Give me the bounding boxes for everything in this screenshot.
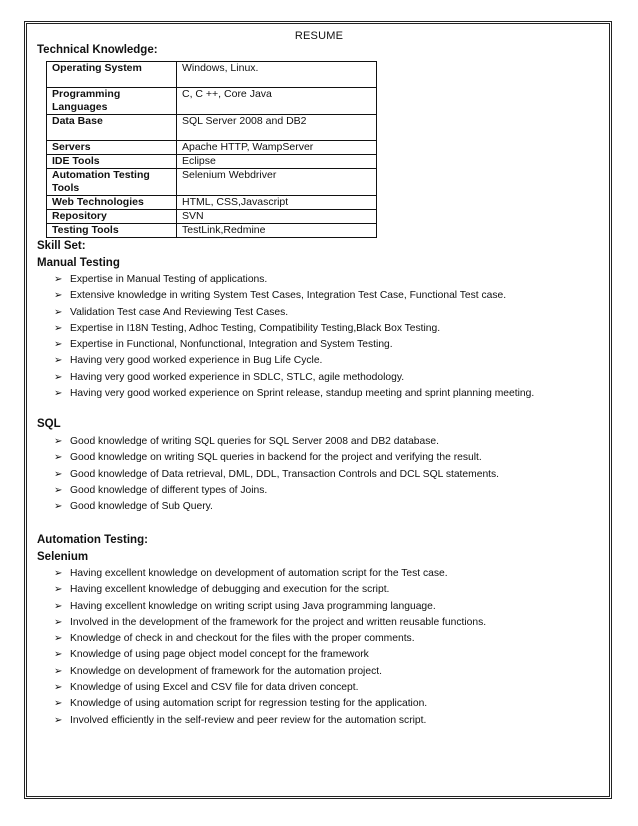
list-item-text: Having very good worked experience on Sprint release, standup meeting and sprint planning meeting. [70, 388, 535, 400]
list-item-text: Good knowledge of Sub Query. [70, 501, 213, 513]
tech-table-row [47, 115, 377, 141]
arrow-bullet-icon: ➢ [54, 665, 63, 677]
list-item [52, 615, 612, 631]
tech-table-key: Testing Tools [47, 224, 177, 238]
list-item [52, 434, 612, 450]
list-item-text: Good knowledge on writing SQL queries in backend for the project and verifying the result. [70, 452, 482, 464]
tech-table-key: Repository [47, 210, 177, 224]
arrow-bullet-icon: ➢ [54, 682, 63, 694]
arrow-bullet-icon: ➢ [54, 355, 63, 367]
tech-table-row [47, 196, 377, 210]
list-item [52, 483, 612, 499]
tech-table-row [47, 88, 377, 115]
tech-table-row [47, 210, 377, 224]
tech-table-key: Automation Testing Tools [47, 169, 177, 196]
list-item-text: Knowledge of using Excel and CSV file for data driven concept. [70, 682, 359, 694]
list-item-text: Knowledge of using automation script for regression testing for the application. [70, 698, 428, 710]
arrow-bullet-icon: ➢ [54, 306, 63, 318]
arrow-bullet-icon: ➢ [54, 452, 63, 464]
tech-table-row [47, 224, 377, 238]
tech-table-key: Web Technologies [47, 196, 177, 210]
arrow-bullet-icon: ➢ [54, 633, 63, 645]
list-item-text: Knowledge of using page object model concept for the framework [70, 649, 369, 661]
list-item [52, 499, 612, 515]
tech-table-value: Selenium Webdriver [177, 169, 377, 196]
tech-table-value: Eclipse [177, 155, 377, 169]
tech-table-row [47, 169, 377, 196]
arrow-bullet-icon: ➢ [54, 388, 63, 400]
manual-testing-list [52, 272, 612, 402]
arrow-bullet-icon: ➢ [54, 290, 63, 302]
manual-testing-heading: Manual Testing [37, 257, 120, 269]
list-item-text: Extensive knowledge in writing System Test Cases, Integration Test Case, Functional Test case. [70, 290, 507, 302]
list-item-text: Knowledge of check in and checkout for the files with the proper comments. [70, 633, 415, 645]
list-item [52, 647, 612, 663]
arrow-bullet-icon: ➢ [54, 501, 63, 513]
list-item [52, 370, 612, 386]
list-item [52, 305, 612, 321]
list-item [52, 467, 612, 483]
arrow-bullet-icon: ➢ [54, 616, 63, 628]
list-item-text: Validation Test case And Reviewing Test Cases. [70, 306, 289, 318]
list-item-text: Having excellent knowledge on development of automation script for the Test case. [70, 568, 448, 579]
tech-table-key: Operating System [47, 62, 177, 88]
list-item [52, 599, 612, 615]
skill-set-heading: Skill Set: [37, 240, 86, 252]
arrow-bullet-icon: ➢ [54, 484, 63, 496]
list-item [52, 272, 612, 288]
tech-table-row [47, 141, 377, 155]
list-item [52, 582, 612, 598]
list-item-text: Involved in the development of the framework for the project and written reusable functions. [70, 616, 487, 628]
tech-table-key: Programming Languages [47, 88, 177, 115]
list-item [52, 321, 612, 337]
selenium-heading: Selenium [37, 551, 89, 563]
list-item [52, 713, 612, 729]
sql-list [52, 434, 612, 515]
automation-testing-heading: Automation Testing: [37, 534, 148, 546]
arrow-bullet-icon: ➢ [54, 568, 63, 579]
list-item [52, 450, 612, 466]
list-item-text: Good knowledge of writing SQL queries for SQL Server 2008 and DB2 database. [70, 436, 439, 447]
tech-table-row [47, 62, 377, 88]
list-item [52, 680, 612, 696]
list-item-text: Having very good worked experience in SDLC, STLC, agile methodology. [70, 371, 405, 383]
list-item [52, 566, 612, 582]
selenium-list [52, 566, 612, 729]
tech-table-value: Apache HTTP, WampServer [177, 141, 377, 155]
tech-table-value: SVN [177, 210, 377, 224]
tech-table-value: HTML, CSS,Javascript [177, 196, 377, 210]
list-item [52, 288, 612, 304]
list-item [52, 696, 612, 712]
list-item-text: Having excellent knowledge on writing script using Java programming language. [70, 600, 436, 612]
list-item-text: Knowledge on development of framework for the automation project. [70, 665, 382, 677]
arrow-bullet-icon: ➢ [54, 584, 63, 596]
arrow-bullet-icon: ➢ [54, 371, 63, 383]
technical-knowledge-heading: Technical Knowledge: [37, 44, 158, 56]
list-item-text: Good knowledge of different types of Joins. [70, 484, 268, 496]
document-title: RESUME [294, 30, 344, 42]
arrow-bullet-icon: ➢ [54, 714, 63, 726]
list-item [52, 631, 612, 647]
tech-table-key: Servers [47, 141, 177, 155]
list-item-text: Having very good worked experience in Bug Life Cycle. [70, 355, 323, 367]
list-item [52, 386, 612, 402]
list-item-text: Expertise in Functional, Nonfunctional, Integration and System Testing. [70, 339, 393, 351]
tech-table-value: TestLink,Redmine [177, 224, 377, 238]
tech-table-key: IDE Tools [47, 155, 177, 169]
list-item-text: Having excellent knowledge of debugging and execution for the script. [70, 584, 390, 596]
arrow-bullet-icon: ➢ [54, 436, 63, 447]
list-item-text: Expertise in Manual Testing of applications. [70, 274, 268, 285]
tech-table-value: SQL Server 2008 and DB2 [177, 115, 377, 141]
arrow-bullet-icon: ➢ [54, 274, 63, 285]
list-item [52, 337, 612, 353]
list-item-text: Involved efficiently in the self-review and peer review for the automation script. [70, 714, 427, 726]
list-item [52, 353, 612, 369]
tech-table-row [47, 155, 377, 169]
arrow-bullet-icon: ➢ [54, 600, 63, 612]
tech-table-key: Data Base [47, 115, 177, 141]
list-item-text: Good knowledge of Data retrieval, DML, DDL, Transaction Controls and DCL SQL statements. [70, 468, 500, 480]
list-item [52, 664, 612, 680]
tech-table-value: Windows, Linux. [177, 62, 377, 88]
arrow-bullet-icon: ➢ [54, 649, 63, 661]
arrow-bullet-icon: ➢ [54, 339, 63, 351]
tech-table-value: C, C ++, Core Java [177, 88, 377, 115]
arrow-bullet-icon: ➢ [54, 468, 63, 480]
arrow-bullet-icon: ➢ [54, 322, 63, 334]
arrow-bullet-icon: ➢ [54, 698, 63, 710]
list-item-text: Expertise in I18N Testing, Adhoc Testing, Compatibility Testing,Black Box Testing. [70, 322, 441, 334]
technical-knowledge-table [46, 61, 377, 238]
sql-heading: SQL [37, 418, 61, 430]
